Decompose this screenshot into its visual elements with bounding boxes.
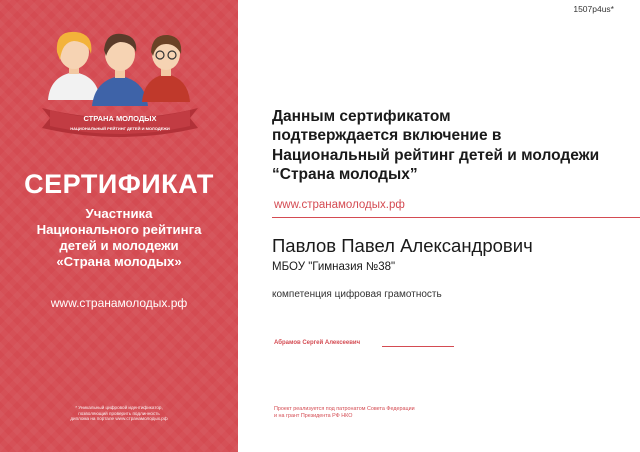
participant-line: Национального рейтинга (36, 222, 202, 237)
footnote-line: позволяющий проверить подлинность (78, 410, 160, 416)
competence-label: компетенция цифровая грамотность (272, 289, 442, 300)
logo-subtitle: НАЦИОНАЛЬНЫЙ РЕЙТИНГ ДЕТЕЙ И МОЛОДЕЖИ (70, 126, 170, 131)
person-left-icon (48, 32, 100, 100)
footnote-line: диплома на портале www.странамолодых.рф (70, 416, 168, 422)
logo-title: СТРАНА МОЛОДЫХ (83, 114, 157, 123)
signature-line (382, 346, 454, 347)
project-note (274, 406, 415, 419)
signer-name: Абрамов Сергей Алексеевич (274, 340, 361, 346)
headline-line: подтверждается включение в (272, 127, 502, 145)
left-red-panel (0, 0, 238, 452)
participant-line: детей и молодежи (59, 238, 179, 253)
project-note-line: и на грант Президента РФ НКО (274, 412, 353, 419)
footnote-line: * Уникальный цифровой идентификатор, (75, 405, 163, 410)
headline-line: Национальный рейтинг детей и молодежи (272, 146, 600, 164)
headline-line: Данным сертификатом (272, 108, 451, 125)
right-website-link[interactable]: www.странамолодых.рф (274, 199, 405, 211)
participant-line: «Страна молодых» (56, 254, 182, 269)
left-footnote (40, 405, 198, 422)
logo-illustration (40, 22, 200, 142)
certificate-title: СЕРТИФИКАТ (24, 169, 214, 199)
left-website-link[interactable]: www.странамолодых.рф (50, 296, 188, 310)
project-note-line: Проект реализуется под патронатом Совета Федерации (274, 406, 415, 412)
person-right-icon (142, 35, 190, 102)
participant-caption (0, 206, 238, 270)
certificate-headline (272, 107, 632, 184)
recipient-name: Павлов Павел Александрович (272, 235, 533, 256)
headline-line: “Страна молодых” (272, 165, 418, 183)
document-code: 1507p4us* (573, 4, 614, 14)
divider (272, 217, 640, 218)
school-name: МБОУ "Гимназия №38" (272, 261, 396, 273)
participant-line: Участника (85, 206, 153, 221)
person-center-icon (92, 34, 148, 106)
